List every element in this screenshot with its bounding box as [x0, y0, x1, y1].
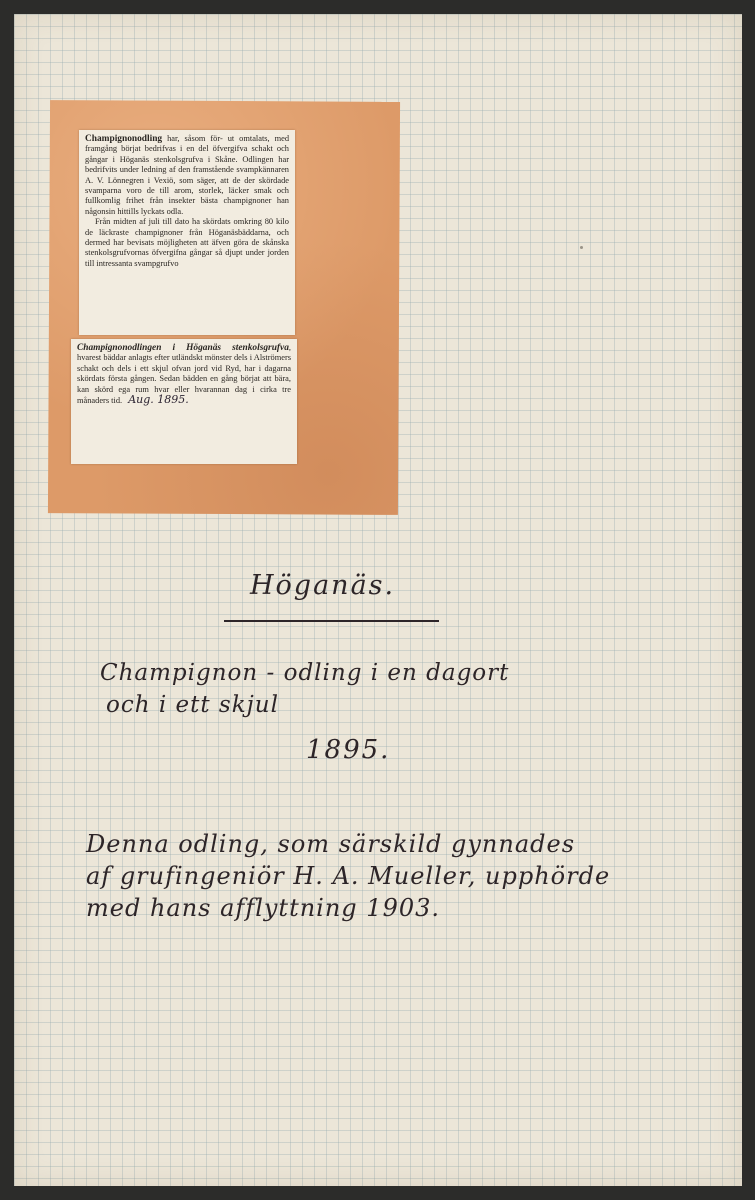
- clipping-2-body: , hvarest bäddar anlagts efter utländskt mönster dels i Alströmers schakt och dels i ett skjul ofvan jord vid Ryd, har i dagarna skördats första gången. Sedan bädden en gång börjat att bära, kan skörd ega rum hvar eller hvarannan dag i cirka tre månaders tid.: [77, 343, 291, 406]
- title-underline: [224, 620, 439, 622]
- paper-speck: [580, 246, 583, 249]
- clipping-1-body: ut omtalats, med framgång börjat bedrifvas i en del öfvergifva schakt och gångar i Höganäs stenkolsgrufva i Skåne. Odlingen har bedrifvits under ledning af den framstående svampkännaren A. V. Lönnegren i Vexiö, som säger, att de der skördade svamparna voro de till arom, storlek, läcker smak och fullkomlig frihet från insekter bästa champignoner han någonsin hittills lyckats odla.: [85, 134, 290, 216]
- newspaper-clipping-1: [79, 130, 295, 335]
- clipping-1-body-2: Från midten af juli till dato ha skördats omkring 80 kilo de läckraste champignoner från Höganäsbäddarna, och dermed har bevisats möjligheten att äfven göra de skånska stenkolsgrufvornas öfvergifna gångar så djupt under jorden till intressanta svampgrufvo: [85, 217, 289, 268]
- clipping-2-handwritten-date: Aug. 1895.: [128, 393, 189, 407]
- clipping-1-text: [85, 134, 289, 217]
- newspaper-clipping-2: [71, 339, 297, 464]
- handwritten-note-line-3: med hans afflyttning 1903.: [86, 894, 441, 922]
- handwritten-title: Höganäs.: [250, 570, 396, 601]
- handwritten-year: 1895.: [306, 735, 391, 765]
- clipping-2-headline: Champignonodlingen i Höganäs stenkolsgrufva: [77, 343, 289, 353]
- clipping-1-headline: Champignonodling: [85, 134, 163, 144]
- clipping-1-lead: har, såsom för-: [162, 134, 223, 143]
- handwritten-subtitle-line-1: Champignon - odling i en dagort: [100, 660, 510, 686]
- handwritten-note-line-1: Denna odling, som särskild gynnades: [86, 830, 576, 858]
- clipping-2-text: [77, 343, 291, 406]
- handwritten-subtitle-line-2: och i ett skjul: [106, 692, 279, 718]
- handwritten-note-line-2: af grufingeniör H. A. Mueller, upphörde: [86, 862, 611, 890]
